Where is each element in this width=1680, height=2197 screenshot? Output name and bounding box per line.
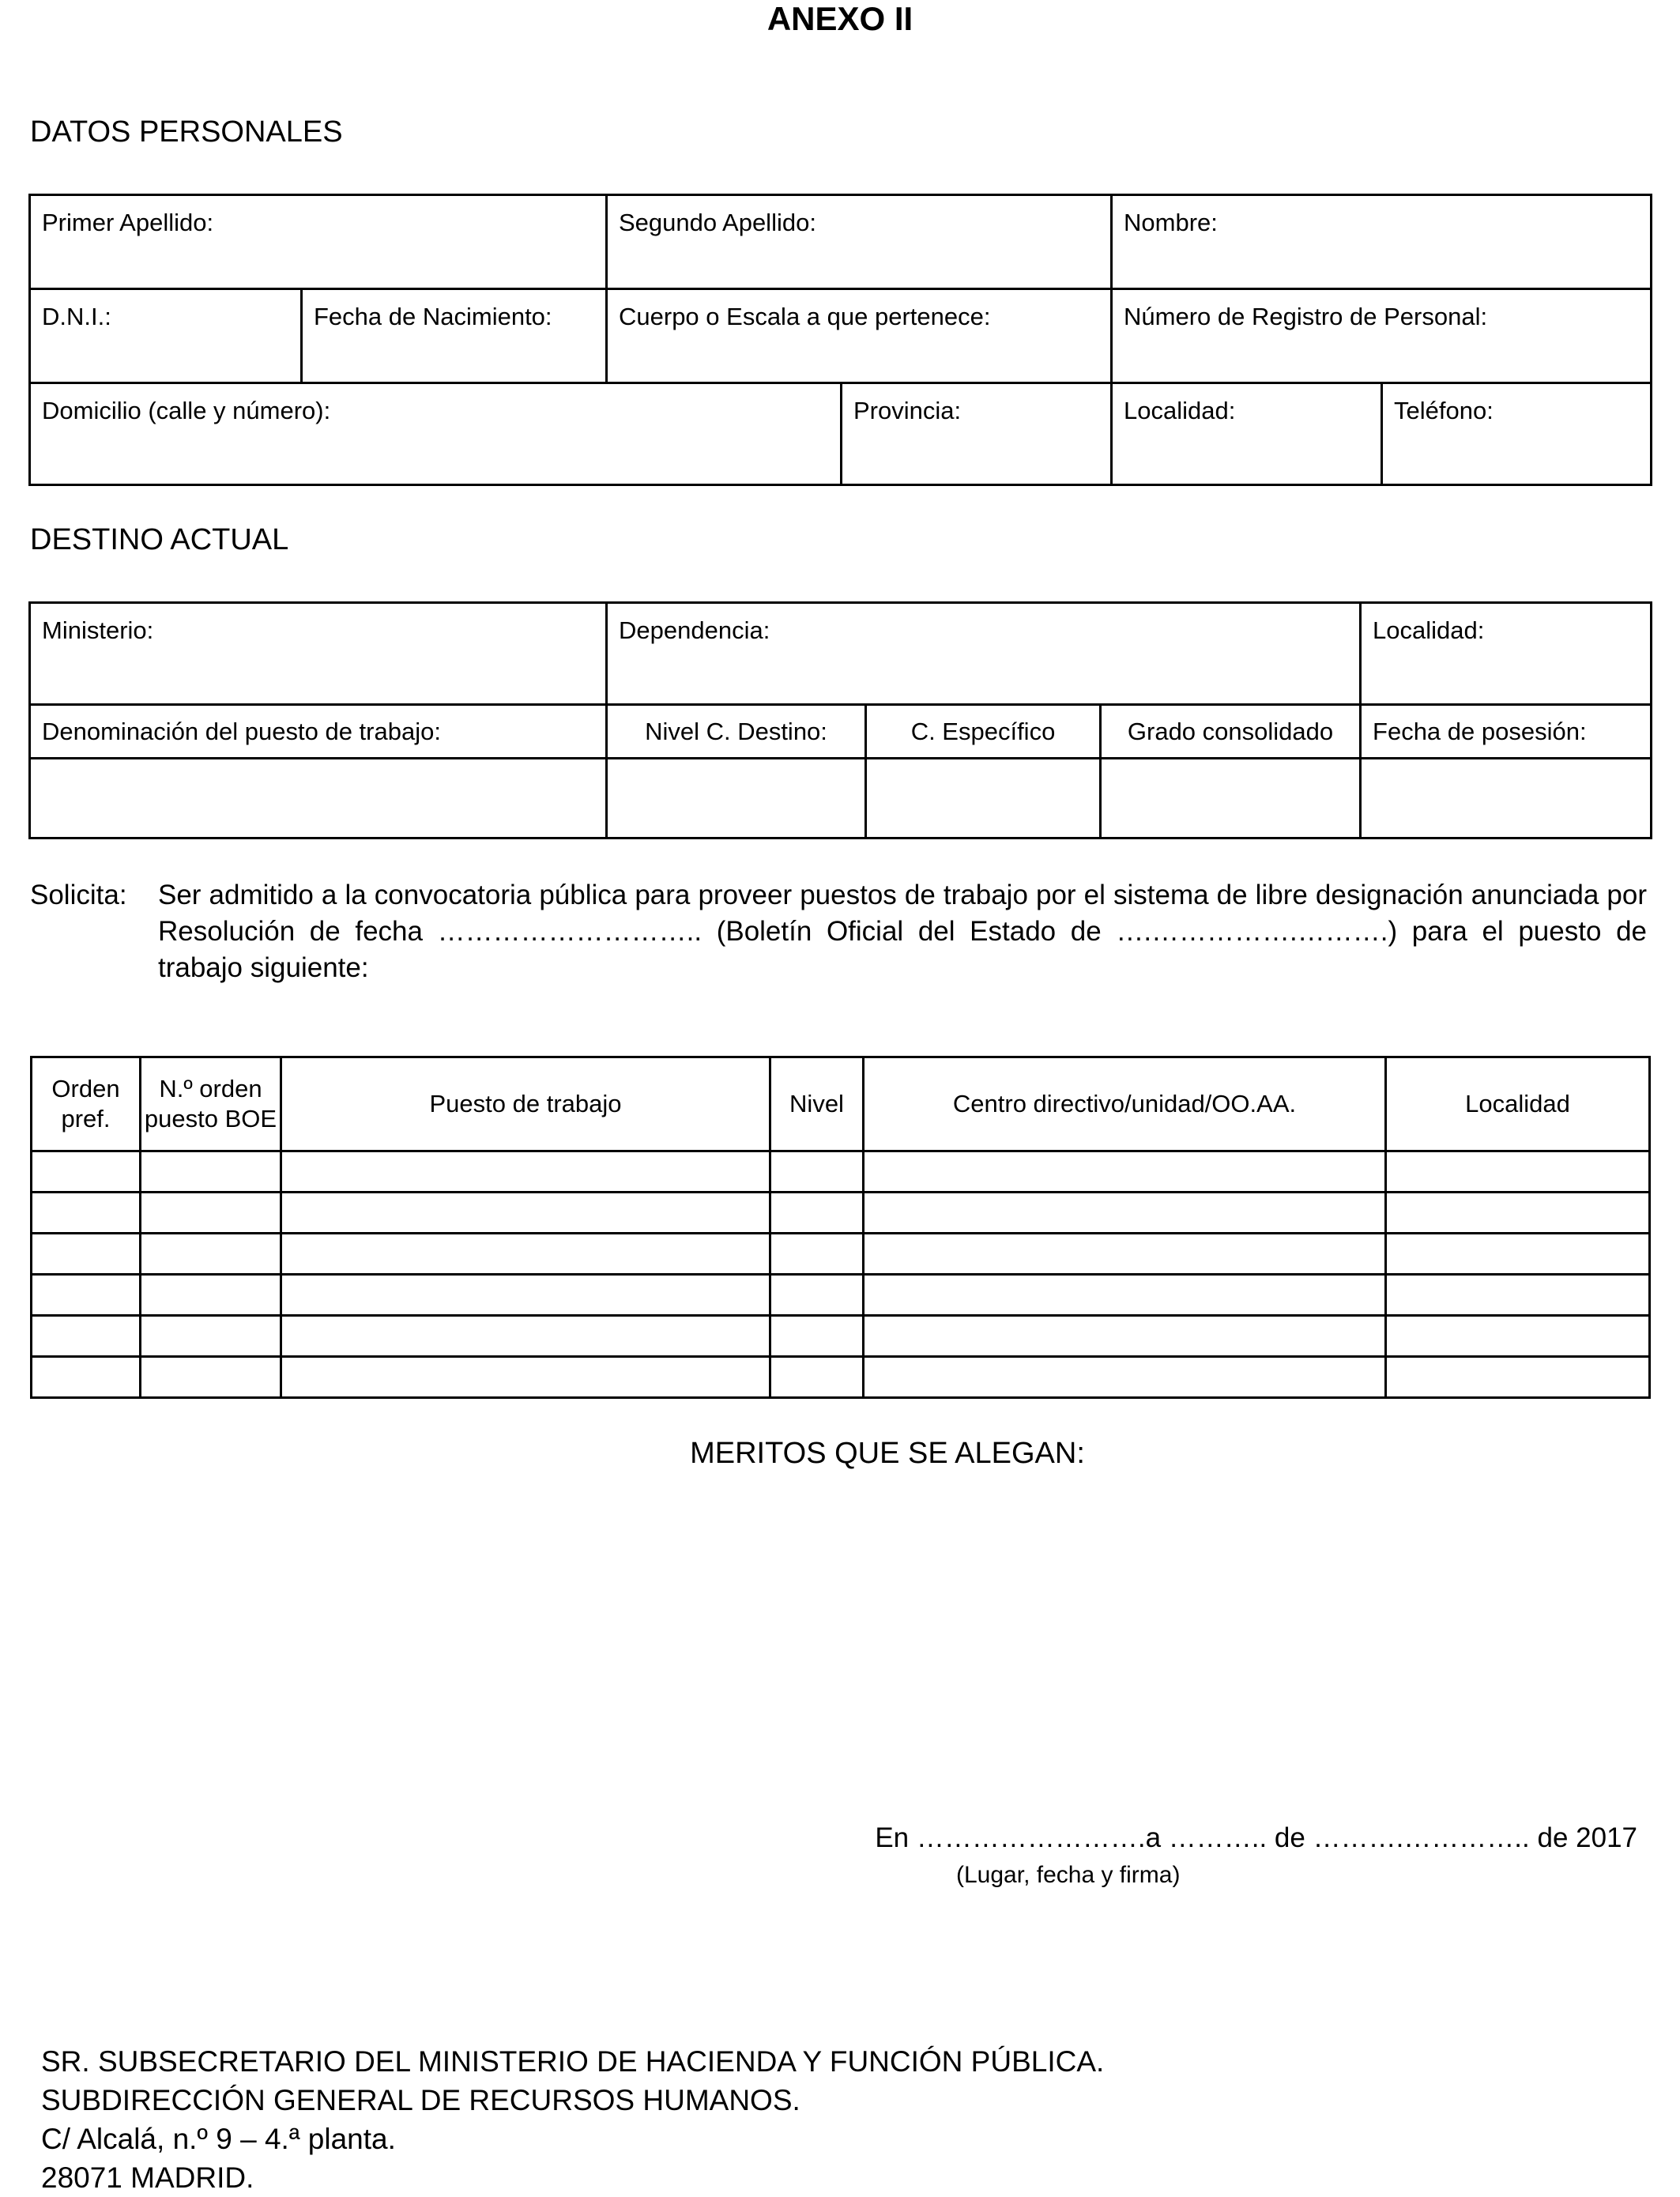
table-row xyxy=(32,1193,1650,1234)
header-grado-consolidado: Grado consolidado xyxy=(1101,705,1361,759)
cell-puesto[interactable] xyxy=(281,1193,770,1234)
recipient-line-1: SR. SUBSECRETARIO DEL MINISTERIO DE HACIENDA Y FUNCIÓN PÚBLICA. xyxy=(41,2045,1105,2078)
field-numero-registro[interactable]: Número de Registro de Personal: xyxy=(1112,289,1652,383)
cell-boe[interactable] xyxy=(141,1275,281,1316)
table-row xyxy=(32,1275,1650,1316)
cell-puesto[interactable] xyxy=(281,1234,770,1275)
input-nivel-destino[interactable] xyxy=(607,759,866,838)
place-date-line: En …………………….a ……….. de ……….………….. de 2017 xyxy=(875,1822,1637,1853)
field-primer-apellido[interactable]: Primer Apellido: xyxy=(30,195,607,289)
solicita-text: Ser admitido a la convocatoria pública para proveer puestos de trabajo por el sistema de libre designación anunciada por Resolución de fecha ……………………….. (Boletín Oficial del Estado de ….…………….……….) para el puesto de trabajo siguiente: xyxy=(158,880,1647,983)
cell-centro[interactable] xyxy=(864,1151,1386,1193)
input-complemento-especifico[interactable] xyxy=(866,759,1101,838)
section-destino-actual: DESTINO ACTUAL xyxy=(30,523,289,556)
page-title: ANEXO II xyxy=(767,0,913,37)
header-puesto-trabajo: Puesto de trabajo xyxy=(281,1057,770,1151)
cell-puesto[interactable] xyxy=(281,1357,770,1398)
cell-orden[interactable] xyxy=(32,1275,141,1316)
cell-localidad[interactable] xyxy=(1386,1316,1650,1357)
cell-boe[interactable] xyxy=(141,1316,281,1357)
cell-puesto[interactable] xyxy=(281,1151,770,1193)
cell-orden[interactable] xyxy=(32,1234,141,1275)
header-denominacion-puesto: Denominación del puesto de trabajo: xyxy=(30,705,607,759)
cell-centro[interactable] xyxy=(864,1193,1386,1234)
header-nivel-destino: Nivel C. Destino: xyxy=(607,705,866,759)
cell-nivel[interactable] xyxy=(770,1193,864,1234)
table-row xyxy=(32,1316,1650,1357)
recipient-address xyxy=(41,2042,1104,2197)
input-grado-consolidado[interactable] xyxy=(1101,759,1361,838)
cell-localidad[interactable] xyxy=(1386,1151,1650,1193)
cell-centro[interactable] xyxy=(864,1316,1386,1357)
field-localidad[interactable]: Localidad: xyxy=(1112,383,1382,485)
header-fecha-posesion: Fecha de posesión: xyxy=(1361,705,1652,759)
signature-note: (Lugar, fecha y firma) xyxy=(956,1862,1181,1888)
destino-actual-table xyxy=(28,601,1652,839)
input-denominacion-puesto[interactable] xyxy=(30,759,607,838)
field-segundo-apellido[interactable]: Segundo Apellido: xyxy=(607,195,1112,289)
cell-nivel[interactable] xyxy=(770,1316,864,1357)
cell-orden[interactable] xyxy=(32,1151,141,1193)
cell-localidad[interactable] xyxy=(1386,1193,1650,1234)
cell-nivel[interactable] xyxy=(770,1234,864,1275)
cell-boe[interactable] xyxy=(141,1193,281,1234)
recipient-line-3: C/ Alcalá, n.º 9 – 4.ª planta. xyxy=(41,2123,396,2155)
header-orden-pref: Orden pref. xyxy=(32,1057,141,1151)
cell-orden[interactable] xyxy=(32,1316,141,1357)
cell-nivel[interactable] xyxy=(770,1151,864,1193)
cell-localidad[interactable] xyxy=(1386,1234,1650,1275)
datos-personales-table xyxy=(28,194,1652,486)
header-complemento-especifico: C. Específico xyxy=(866,705,1101,759)
header-nivel: Nivel xyxy=(770,1057,864,1151)
recipient-line-2: SUBDIRECCIÓN GENERAL DE RECURSOS HUMANOS. xyxy=(41,2084,800,2116)
cell-localidad[interactable] xyxy=(1386,1357,1650,1398)
cell-centro[interactable] xyxy=(864,1275,1386,1316)
cell-nivel[interactable] xyxy=(770,1275,864,1316)
cell-orden[interactable] xyxy=(32,1357,141,1398)
input-fecha-posesion[interactable] xyxy=(1361,759,1652,838)
cell-boe[interactable] xyxy=(141,1151,281,1193)
field-domicilio[interactable]: Domicilio (calle y número): xyxy=(30,383,842,485)
field-telefono[interactable]: Teléfono: xyxy=(1382,383,1652,485)
header-localidad: Localidad xyxy=(1386,1057,1650,1151)
cell-localidad[interactable] xyxy=(1386,1275,1650,1316)
cell-puesto[interactable] xyxy=(281,1275,770,1316)
table-row xyxy=(32,1151,1650,1193)
field-provincia[interactable]: Provincia: xyxy=(842,383,1112,485)
recipient-line-4: 28071 MADRID. xyxy=(41,2161,254,2194)
table-row xyxy=(32,1234,1650,1275)
field-dependencia[interactable]: Dependencia: xyxy=(607,603,1361,705)
field-ministerio[interactable]: Ministerio: xyxy=(30,603,607,705)
field-fecha-nacimiento[interactable]: Fecha de Nacimiento: xyxy=(302,289,607,383)
table-row xyxy=(32,1357,1650,1398)
field-cuerpo-escala[interactable]: Cuerpo o Escala a que pertenece: xyxy=(607,289,1112,383)
cell-centro[interactable] xyxy=(864,1234,1386,1275)
meritos-heading: MERITOS QUE SE ALEGAN: xyxy=(690,1437,1085,1470)
cell-boe[interactable] xyxy=(141,1357,281,1398)
field-dni[interactable]: D.N.I.: xyxy=(30,289,302,383)
header-centro-directivo: Centro directivo/unidad/OO.AA. xyxy=(864,1057,1386,1151)
cell-centro[interactable] xyxy=(864,1357,1386,1398)
cell-nivel[interactable] xyxy=(770,1357,864,1398)
section-datos-personales: DATOS PERSONALES xyxy=(30,115,343,149)
puestos-table xyxy=(30,1056,1651,1399)
solicita-label: Solicita: xyxy=(30,880,127,910)
header-orden-boe: N.º orden puesto BOE xyxy=(141,1057,281,1151)
cell-orden[interactable] xyxy=(32,1193,141,1234)
field-nombre[interactable]: Nombre: xyxy=(1112,195,1652,289)
cell-boe[interactable] xyxy=(141,1234,281,1275)
field-destino-localidad[interactable]: Localidad: xyxy=(1361,603,1652,705)
cell-puesto[interactable] xyxy=(281,1316,770,1357)
